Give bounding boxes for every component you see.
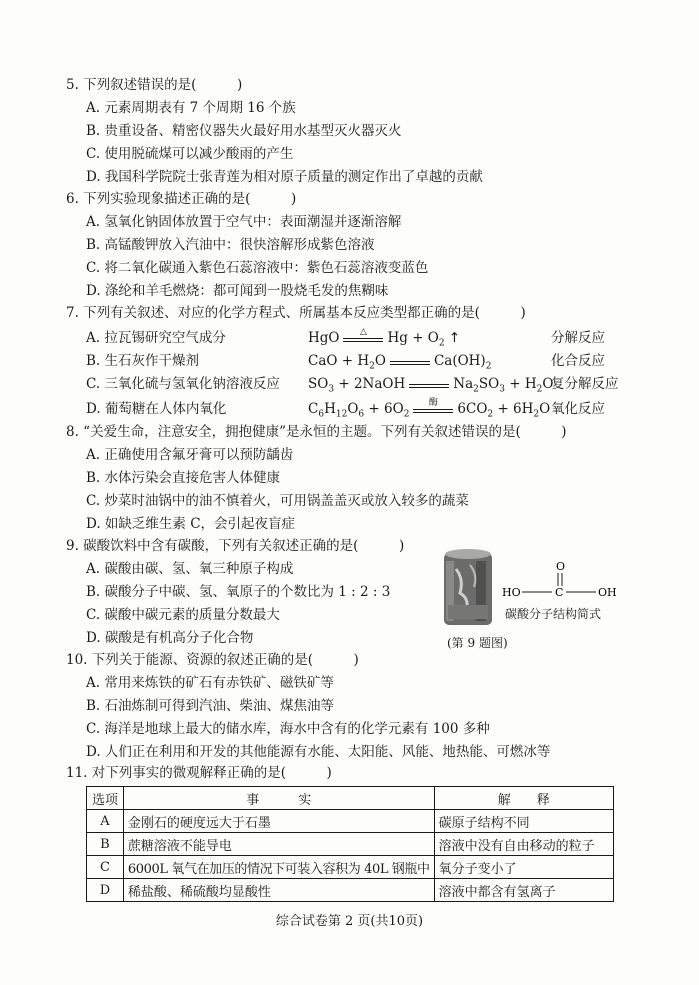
sub: 3: [328, 384, 335, 395]
sub: 2: [473, 384, 479, 395]
q10-option-a: A. 常用来炼铁的矿石有赤铁矿、磁铁矿等: [86, 675, 334, 691]
q7-b-rhs: Ca(OH): [433, 353, 486, 369]
q10-option-c: C. 海洋是地球上最大的储水库，海水中含有的化学元素有 100 多种: [86, 721, 490, 737]
sub: 6: [358, 409, 365, 420]
q7-d-rhs-tail: + 6H: [493, 401, 534, 417]
q7-a-equation: [308, 326, 461, 353]
q7-stem: 7. 下列有关叙述、对应的化学方程式、所属基本反应类型都正确的是( ): [66, 305, 526, 321]
q7-d-desc: D. 葡萄糖在人体内氧化: [86, 401, 227, 417]
q7-b-lhs-tail: O: [374, 353, 386, 369]
sub: 2: [403, 409, 410, 420]
row-option: C: [87, 856, 124, 879]
row-explanation: 溶液中没有自由移动的粒子: [434, 833, 613, 856]
row-fact: 蔗糖溶液不能导电: [123, 833, 434, 856]
q11-table: [86, 786, 614, 902]
q6-stem: 6. 下列实验现象描述正确的是( ): [66, 191, 297, 207]
struct-ho: HO: [502, 586, 521, 599]
q8-stem: 8. “关爱生命，注意安全，拥抱健康”是永恒的主题。下列有关叙述错误的是( ): [66, 424, 567, 440]
q8-option-c: C. 炒菜时油锅中的油不慎着火，可用锅盖盖灭或放入较多的蔬菜: [86, 493, 469, 509]
q10-stem: 10. 下列关于能源、资源的叙述正确的是( ): [66, 652, 359, 668]
q7-b-lhs: CaO + H: [308, 353, 370, 369]
table-row: [87, 833, 614, 856]
sub: 2: [369, 361, 375, 372]
q5-option-a: A. 元素周期表有 7 个周期 16 个族: [86, 100, 296, 116]
header-explanation: 解 释: [434, 787, 613, 810]
table-row: [87, 856, 614, 879]
q7-c-type: 复分解反应: [551, 376, 619, 392]
q6-option-b: B. 高锰酸钾放入汽油中：很快溶解形成紫色溶液: [86, 237, 375, 253]
row-fact: 金刚石的硬度远大于石墨: [123, 810, 434, 833]
q7-d-h: H: [324, 401, 336, 417]
q5-stem: 5. 下列叙述错误的是( ): [66, 77, 243, 93]
q7-d-plus: + 6O: [364, 401, 404, 417]
q10-option-b: B. 石油炼制可得到汽油、柴油、煤焦油等: [86, 698, 335, 714]
table-row: [87, 879, 614, 902]
q7-b-type: 化合反应: [551, 353, 605, 369]
q7-a-rhs: Hg + O: [387, 330, 439, 346]
q7-c-rhs-tail: SO: [478, 376, 500, 392]
q6-option-d: D. 涤纶和羊毛燃烧：都可闻到一股烧毛发的焦糊味: [86, 283, 389, 299]
q9-stem: 9. 碳酸饮料中含有碳酸，下列有关叙述正确的是( ): [66, 538, 405, 554]
q11-stem: 11. 对下列事实的微观解释正确的是( ): [66, 765, 332, 781]
q7-d-rhs: 6CO: [457, 401, 488, 417]
q6-option-a: A. 氢氧化钠固体放置于空气中：表面潮湿并逐渐溶解: [86, 214, 402, 230]
sub: 12: [335, 409, 348, 420]
q8-option-b: B. 水体污染会直接危害人体健康: [86, 470, 281, 486]
sub: 2: [487, 409, 494, 420]
header-option: 选项: [87, 787, 124, 810]
q7-c-lhs: SO: [308, 376, 329, 392]
q7-b-desc: B. 生石灰作干燥剂: [86, 353, 200, 369]
q10-option-d: D. 人们正在利用和开发的其他能源有水能、太阳能、风能、地热能、可燃冰等: [86, 744, 551, 760]
sub: 3: [499, 384, 505, 395]
q7-a-lhs: HgO: [308, 330, 340, 346]
q7-a-desc: A. 拉瓦锡研究空气成分: [86, 330, 226, 346]
row-fact: 稀盐酸、稀硫酸均显酸性: [123, 879, 434, 902]
q5-option-c: C. 使用脱硫煤可以减少酸雨的产生: [86, 146, 294, 162]
q9-option-a: A. 碳酸由碳、氢、氧三种原子构成: [86, 561, 294, 577]
sub: 2: [533, 409, 540, 420]
q7-d-equation: [308, 397, 551, 424]
q7-c-lhs-tail: + 2NaOH: [334, 376, 406, 392]
q7-c-rhs: Na: [453, 376, 474, 392]
q7-b-equation: [308, 352, 491, 376]
q9-option-c: C. 碳酸中碳元素的质量分数最大: [86, 607, 280, 623]
structure-caption: 碳酸分子结构简式: [505, 607, 602, 621]
row-option: D: [87, 879, 124, 902]
q7-d-lhs: C: [308, 401, 319, 417]
heat-symbol: △: [360, 326, 367, 337]
q5-option-b: B. 贵重设备、精密仪器失火最好用水基型灭火器灭火: [86, 123, 402, 139]
q5-option-d: D. 我国科学院院士张青莲为相对原子质量的测定作出了卓越的贡献: [86, 169, 483, 185]
enzyme-label: 酶: [428, 397, 438, 408]
struct-c: C: [555, 586, 564, 599]
q7-c-desc: C. 三氧化硫与氢氧化钠溶液反应: [86, 376, 280, 392]
row-explanation: 溶液中都含有氢离子: [434, 879, 613, 902]
q7-c-rhs-o: O: [542, 376, 554, 392]
figure-caption: (第 9 题图): [447, 636, 508, 650]
q9-option-b: B. 碳酸分子中碳、氢、氧原子的个数比为 1 : 2 : 3: [86, 584, 391, 600]
q7-d-type: 氧化反应: [551, 401, 605, 417]
q8-option-d: D. 如缺乏维生素 C，会引起夜盲症: [86, 516, 296, 532]
gas-arrow-icon: ↑: [448, 330, 461, 346]
q7-c-rhs-end: + H: [504, 376, 537, 392]
soda-can-photo: [440, 547, 498, 627]
q7-a-type: 分解反应: [551, 330, 605, 346]
sub: 2: [536, 384, 543, 395]
struct-oh: OH: [598, 586, 617, 599]
row-fact: 6000L 氧气在加压的情况下可装入容积为 40L 钢瓶中: [123, 856, 434, 879]
q6-option-c: C. 将二氧化碳通入紫色石蕊溶液中：紫色石蕊溶液变蓝色: [86, 260, 429, 276]
sub: 2: [438, 338, 445, 349]
carbonic-acid-structure: [498, 560, 628, 610]
row-explanation: 碳原子结构不同: [434, 810, 613, 833]
page-footer: 综合试卷第 2 页(共10页): [275, 914, 424, 929]
table-header-row: [87, 787, 614, 810]
header-fact: 事 实: [123, 787, 434, 810]
sub: 6: [318, 409, 325, 420]
struct-o: O: [556, 560, 566, 573]
q9-option-d: D. 碳酸是有机高分子化合物: [86, 630, 254, 646]
row-option: A: [87, 810, 124, 833]
sub: 2: [485, 361, 492, 372]
q8-option-a: A. 正确使用含氟牙膏可以预防龋齿: [86, 447, 294, 463]
q7-d-rhs-o: O: [539, 401, 551, 417]
table-row: [87, 810, 614, 833]
row-explanation: 氧分子变小了: [434, 856, 613, 879]
q7-d-o: O: [347, 401, 359, 417]
row-option: B: [87, 833, 124, 856]
